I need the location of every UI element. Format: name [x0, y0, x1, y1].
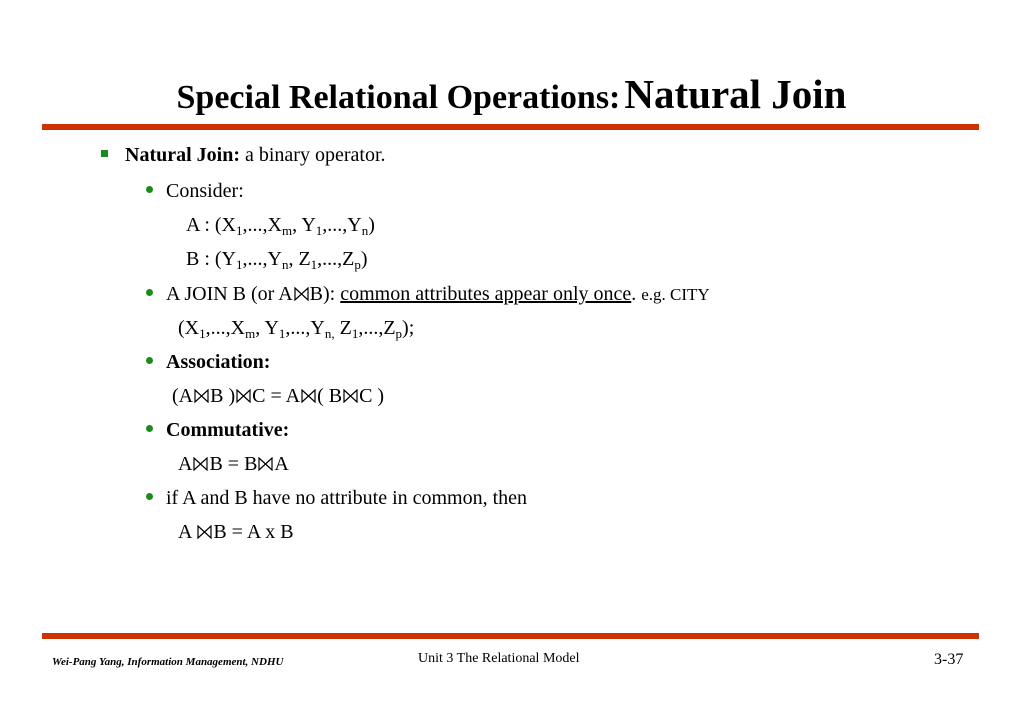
association-expr: (A B ) C = A ( B C )	[172, 385, 385, 407]
round-bullet-icon	[146, 493, 153, 500]
bowtie-join-icon	[301, 389, 316, 403]
bowtie-join-icon	[194, 389, 209, 403]
round-bullet-icon	[146, 425, 153, 432]
bowtie-join-icon	[197, 525, 212, 539]
slide-title	[0, 70, 1023, 118]
bowtie-join-icon	[343, 389, 358, 403]
consider-line: Consider:	[166, 180, 244, 202]
round-bullet-icon	[146, 289, 153, 296]
join-result: ($X_1,...,X_m$, $Y_1,...,Y_{n,}$ $Z_1,...,Z_p$);	[178, 317, 415, 341]
title-part-2: Natural Join	[624, 71, 847, 117]
bowtie-join-icon	[236, 389, 251, 403]
b-definition: B : ($Y_1,...,Y_n$, $Z_1,...,Z_p$)	[186, 248, 368, 272]
bowtie-join-icon	[294, 287, 309, 301]
title-divider	[42, 124, 979, 130]
commutative-expr: A B = B A	[178, 453, 289, 475]
bowtie-join-icon	[258, 457, 273, 471]
bowtie-join-icon	[193, 457, 208, 471]
natural-join-line	[125, 143, 386, 167]
footer-unit: Unit 3 The Relational Model	[418, 651, 580, 666]
underlined-phrase: common attributes appear only once	[340, 283, 632, 305]
footer-divider	[42, 633, 979, 639]
no-common-expr: A B = A x B	[178, 521, 294, 543]
commutative-label: Commutative:	[166, 419, 290, 441]
round-bullet-icon	[146, 186, 153, 193]
page-number: 3-37	[934, 651, 964, 668]
round-bullet-icon	[146, 357, 153, 364]
join-line: A JOIN B (or A B): common attributes appear only once. e.g. CITY	[166, 283, 710, 305]
natural-join-label: Natural Join:	[125, 144, 240, 166]
square-bullet-icon	[101, 150, 108, 157]
natural-join-desc: a binary operator.	[240, 144, 386, 166]
a-definition: A : ($X_1,...,X_m$, $Y_1,...,Y_n$)	[186, 214, 375, 238]
no-common-line: if A and B have no attribute in common, then	[166, 487, 528, 509]
footer-author: Wei-Pang Yang, Information Management, NDHU	[52, 656, 284, 668]
title-part-1: Special Relational Operations:	[176, 79, 621, 116]
association-label: Association:	[166, 351, 271, 373]
